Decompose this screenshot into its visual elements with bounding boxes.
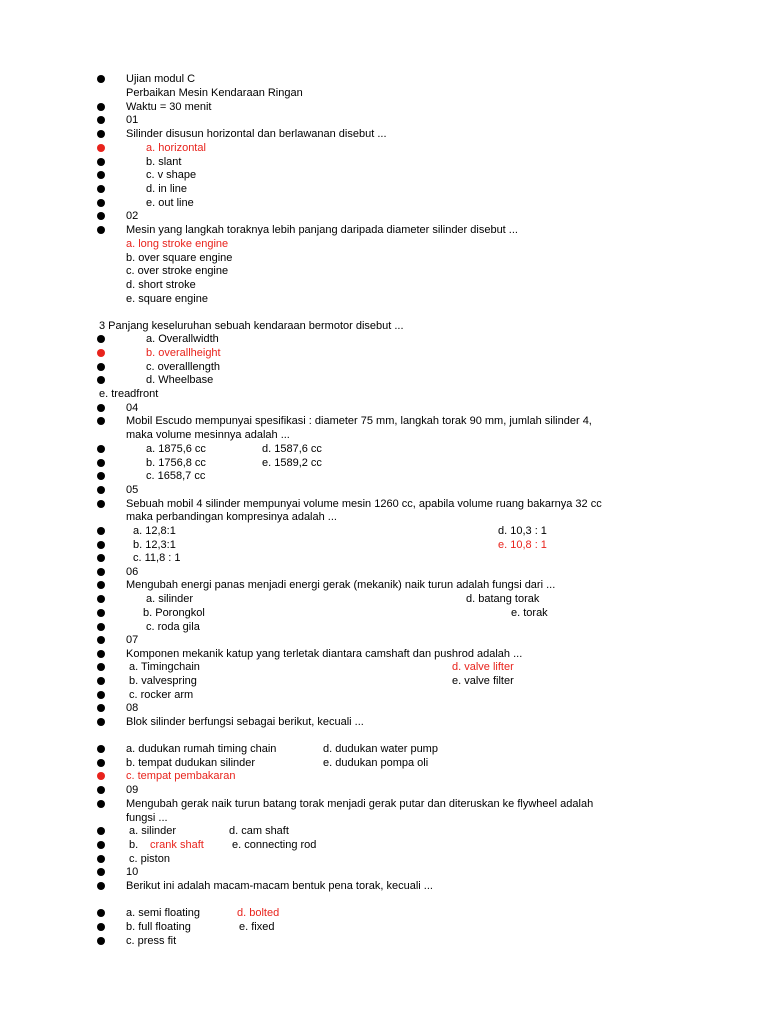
answer-option: b. valvespring — [129, 675, 197, 687]
list-item — [0, 852, 768, 866]
list-item — [0, 838, 768, 852]
question-number: 01 — [126, 114, 139, 126]
answer-option: b. tempat dudukan silinder — [126, 757, 256, 769]
answer-option: c. press fit — [126, 935, 177, 947]
bullet-icon — [97, 937, 105, 945]
list-item — [0, 469, 768, 483]
question-number: 07 — [126, 634, 139, 646]
answer-option: c. piston — [129, 853, 170, 865]
bullet-icon — [97, 882, 105, 890]
list-item — [0, 414, 768, 428]
list-item — [0, 660, 768, 674]
bullet-icon — [97, 609, 105, 617]
answer-option: c. 1658,7 cc — [146, 470, 206, 482]
bullet-icon — [97, 691, 105, 699]
bullet-icon — [97, 349, 105, 357]
list-item — [0, 155, 768, 169]
list-item — [0, 456, 768, 470]
answer-option: c. rocker arm — [129, 689, 194, 701]
list-item — [0, 756, 768, 770]
answer-option: b. Porongkol — [143, 607, 205, 619]
list-item — [0, 346, 768, 360]
bullet-icon — [97, 500, 105, 508]
list-item — [0, 701, 768, 715]
bullet-icon — [97, 841, 105, 849]
list-item — [0, 209, 768, 223]
bullet-icon — [97, 581, 105, 589]
bullet-icon — [97, 554, 105, 562]
answer-option: d. 1587,6 cc — [262, 443, 322, 455]
answer-option: e. valve filter — [452, 675, 514, 687]
answer-option: a. 12,8:1 — [133, 525, 176, 537]
list-item — [0, 319, 768, 333]
question-number: 10 — [126, 866, 139, 878]
list-item — [0, 688, 768, 702]
answer-option: a. silinder — [146, 593, 194, 605]
bullet-icon — [97, 527, 105, 535]
answer-option: a. dudukan rumah timing chain — [126, 743, 277, 755]
bullet-icon — [97, 199, 105, 207]
list-item — [0, 578, 768, 592]
answer-option: c. roda gila — [146, 621, 200, 633]
answer-option: b. 1756,8 cc — [146, 457, 206, 469]
answer-option: e. square engine — [126, 293, 208, 305]
list-item — [0, 551, 768, 565]
bullet-icon — [97, 212, 105, 220]
list-item — [0, 920, 768, 934]
list-item — [0, 100, 768, 114]
answer-option: d. bolted — [237, 907, 280, 919]
question-text: Berikut ini adalah macam-macam bentuk pena torak, kecuali ... — [126, 880, 433, 892]
bullet-icon — [97, 772, 105, 780]
answer-option: crank shaft — [150, 839, 204, 851]
list-item — [0, 620, 768, 634]
list-item — [0, 934, 768, 948]
list-item — [0, 647, 768, 661]
answer-option: b. overallheight — [146, 347, 221, 359]
exam-subject: Perbaikan Mesin Kendaraan Ringan — [126, 87, 303, 99]
answer-option: d. in line — [146, 183, 187, 195]
list-item — [0, 606, 768, 620]
bullet-icon — [97, 718, 105, 726]
list-item — [0, 264, 768, 278]
bullet-icon — [97, 623, 105, 631]
answer-option: a. silinder — [129, 825, 177, 837]
bullet-icon — [97, 486, 105, 494]
question-text: Mengubah energi panas menjadi energi gerak (mekanik) naik turun adalah fungsi dari ... — [126, 579, 556, 591]
answer-option: c. v shape — [146, 169, 197, 181]
list-item — [0, 715, 768, 729]
answer-option: c. tempat pembakaran — [126, 770, 236, 782]
list-item — [0, 769, 768, 783]
answer-option: e. connecting rod — [232, 839, 317, 851]
list-item — [0, 127, 768, 141]
answer-option: b. slant — [146, 156, 182, 168]
bullet-icon — [97, 827, 105, 835]
bullet-icon — [97, 923, 105, 931]
answer-option: a. long stroke engine — [126, 238, 229, 250]
bullet-icon — [97, 171, 105, 179]
bullet-icon — [97, 404, 105, 412]
answer-option: e. dudukan pompa oli — [323, 757, 429, 769]
bullet-icon — [97, 541, 105, 549]
list-item — [0, 674, 768, 688]
question-text: Silinder disusun horizontal dan berlawanan disebut ... — [126, 128, 387, 140]
list-item — [0, 592, 768, 606]
answer-option: e. treadfront — [99, 388, 159, 400]
list-item — [0, 360, 768, 374]
list-item — [0, 251, 768, 265]
question-text: Sebuah mobil 4 silinder mempunyai volume mesin 1260 cc, apabila volume ruang bakarnya 32 cc — [126, 498, 602, 510]
list-item — [0, 510, 768, 524]
answer-option: d. cam shaft — [229, 825, 289, 837]
bullet-icon — [97, 800, 105, 808]
answer-option: a. 1875,6 cc — [146, 443, 206, 455]
bullet-icon — [97, 185, 105, 193]
bullet-icon — [97, 376, 105, 384]
list-item — [0, 292, 768, 306]
bullet-icon — [97, 663, 105, 671]
list-item — [0, 538, 768, 552]
list-item — [0, 865, 768, 879]
answer-option: c. over stroke engine — [126, 265, 229, 277]
bullet-icon — [97, 417, 105, 425]
bullet-icon — [97, 472, 105, 480]
answer-option: a. Timingchain — [129, 661, 200, 673]
question-number: 09 — [126, 784, 139, 796]
bullet-icon — [97, 103, 105, 111]
question-text: Mobil Escudo mempunyai spesifikasi : diameter 75 mm, langkah torak 90 mm, jumlah silinder 4, — [126, 415, 592, 427]
list-item — [0, 783, 768, 797]
list-item — [0, 141, 768, 155]
list-item — [0, 811, 768, 825]
list-item — [0, 223, 768, 237]
answer-option: e. 10,8 : 1 — [498, 539, 547, 551]
list-item — [0, 824, 768, 838]
question-number: 06 — [126, 566, 139, 578]
list-item — [0, 278, 768, 292]
answer-option: c. overalllength — [146, 361, 220, 373]
bullet-icon — [97, 909, 105, 917]
list-item — [0, 237, 768, 251]
answer-option: b. 12,3:1 — [133, 539, 176, 551]
question-number: 05 — [126, 484, 139, 496]
list-item — [0, 442, 768, 456]
question-number: 08 — [126, 702, 139, 714]
question-text: maka volume mesinnya adalah ... — [126, 429, 290, 441]
bullet-icon — [97, 130, 105, 138]
answer-option: b. over square engine — [126, 252, 233, 264]
bullet-icon — [97, 704, 105, 712]
list-item — [0, 497, 768, 511]
bullet-icon — [97, 677, 105, 685]
bullet-icon — [97, 144, 105, 152]
list-item — [0, 633, 768, 647]
bullet-icon — [97, 75, 105, 83]
list-item — [0, 401, 768, 415]
question-text: Komponen mekanik katup yang terletak diantara camshaft dan pushrod adalah ... — [126, 648, 523, 660]
answer-letter: b. — [129, 839, 139, 851]
answer-option: a. Overallwidth — [146, 333, 219, 345]
answer-option: d. 10,3 : 1 — [498, 525, 547, 537]
list-item — [0, 906, 768, 920]
list-item — [0, 524, 768, 538]
bullet-icon — [97, 459, 105, 467]
question-text: Mesin yang langkah toraknya lebih panjang daripada diameter silinder disebut ... — [126, 224, 518, 236]
list-item — [0, 332, 768, 346]
list-item — [0, 373, 768, 387]
bullet-icon — [97, 158, 105, 166]
list-item — [0, 72, 768, 86]
exam-time: Waktu = 30 menit — [126, 101, 212, 113]
answer-option: e. fixed — [239, 921, 275, 933]
question-number: 02 — [126, 210, 139, 222]
bullet-icon — [97, 116, 105, 124]
answer-option: d. valve lifter — [452, 661, 514, 673]
bullet-icon — [97, 445, 105, 453]
list-item — [0, 879, 768, 893]
question-text: maka perbandingan kompresinya adalah ... — [126, 511, 337, 523]
list-item — [0, 168, 768, 182]
bullet-icon — [97, 868, 105, 876]
answer-option: d. Wheelbase — [146, 374, 214, 386]
answer-option: d. dudukan water pump — [323, 743, 438, 755]
list-item — [0, 742, 768, 756]
list-item — [0, 387, 768, 401]
exam-title: Ujian modul C — [126, 73, 196, 85]
list-item — [0, 428, 768, 442]
answer-option: d. short stroke — [126, 279, 196, 291]
list-item — [0, 797, 768, 811]
question-number: 04 — [126, 402, 139, 414]
question-text: 3 Panjang keseluruhan sebuah kendaraan bermotor disebut ... — [99, 320, 404, 332]
answer-option: a. semi floating — [126, 907, 200, 919]
bullet-icon — [97, 568, 105, 576]
bullet-icon — [97, 786, 105, 794]
answer-option: e. 1589,2 cc — [262, 457, 322, 469]
answer-option: c. 11,8 : 1 — [133, 552, 181, 564]
answer-option: d. batang torak — [466, 593, 540, 605]
list-item — [0, 483, 768, 497]
bullet-icon — [97, 745, 105, 753]
answer-option: e. out line — [146, 197, 194, 209]
bullet-icon — [97, 226, 105, 234]
bullet-icon — [97, 650, 105, 658]
answer-option: a. horizontal — [146, 142, 206, 154]
list-item — [0, 565, 768, 579]
list-item — [0, 196, 768, 210]
question-text: fungsi ... — [126, 812, 168, 824]
answer-option: b. full floating — [126, 921, 191, 933]
bullet-icon — [97, 759, 105, 767]
question-text: Blok silinder berfungsi sebagai berikut, kecuali ... — [126, 716, 364, 728]
question-text: Mengubah gerak naik turun batang torak menjadi gerak putar dan diteruskan ke flywheel adalah — [126, 798, 594, 810]
bullet-icon — [97, 855, 105, 863]
bullet-icon — [97, 363, 105, 371]
bullet-icon — [97, 335, 105, 343]
list-item — [0, 86, 768, 100]
list-item — [0, 182, 768, 196]
bullet-icon — [97, 595, 105, 603]
answer-option: e. torak — [511, 607, 548, 619]
list-item — [0, 113, 768, 127]
bullet-icon — [97, 636, 105, 644]
